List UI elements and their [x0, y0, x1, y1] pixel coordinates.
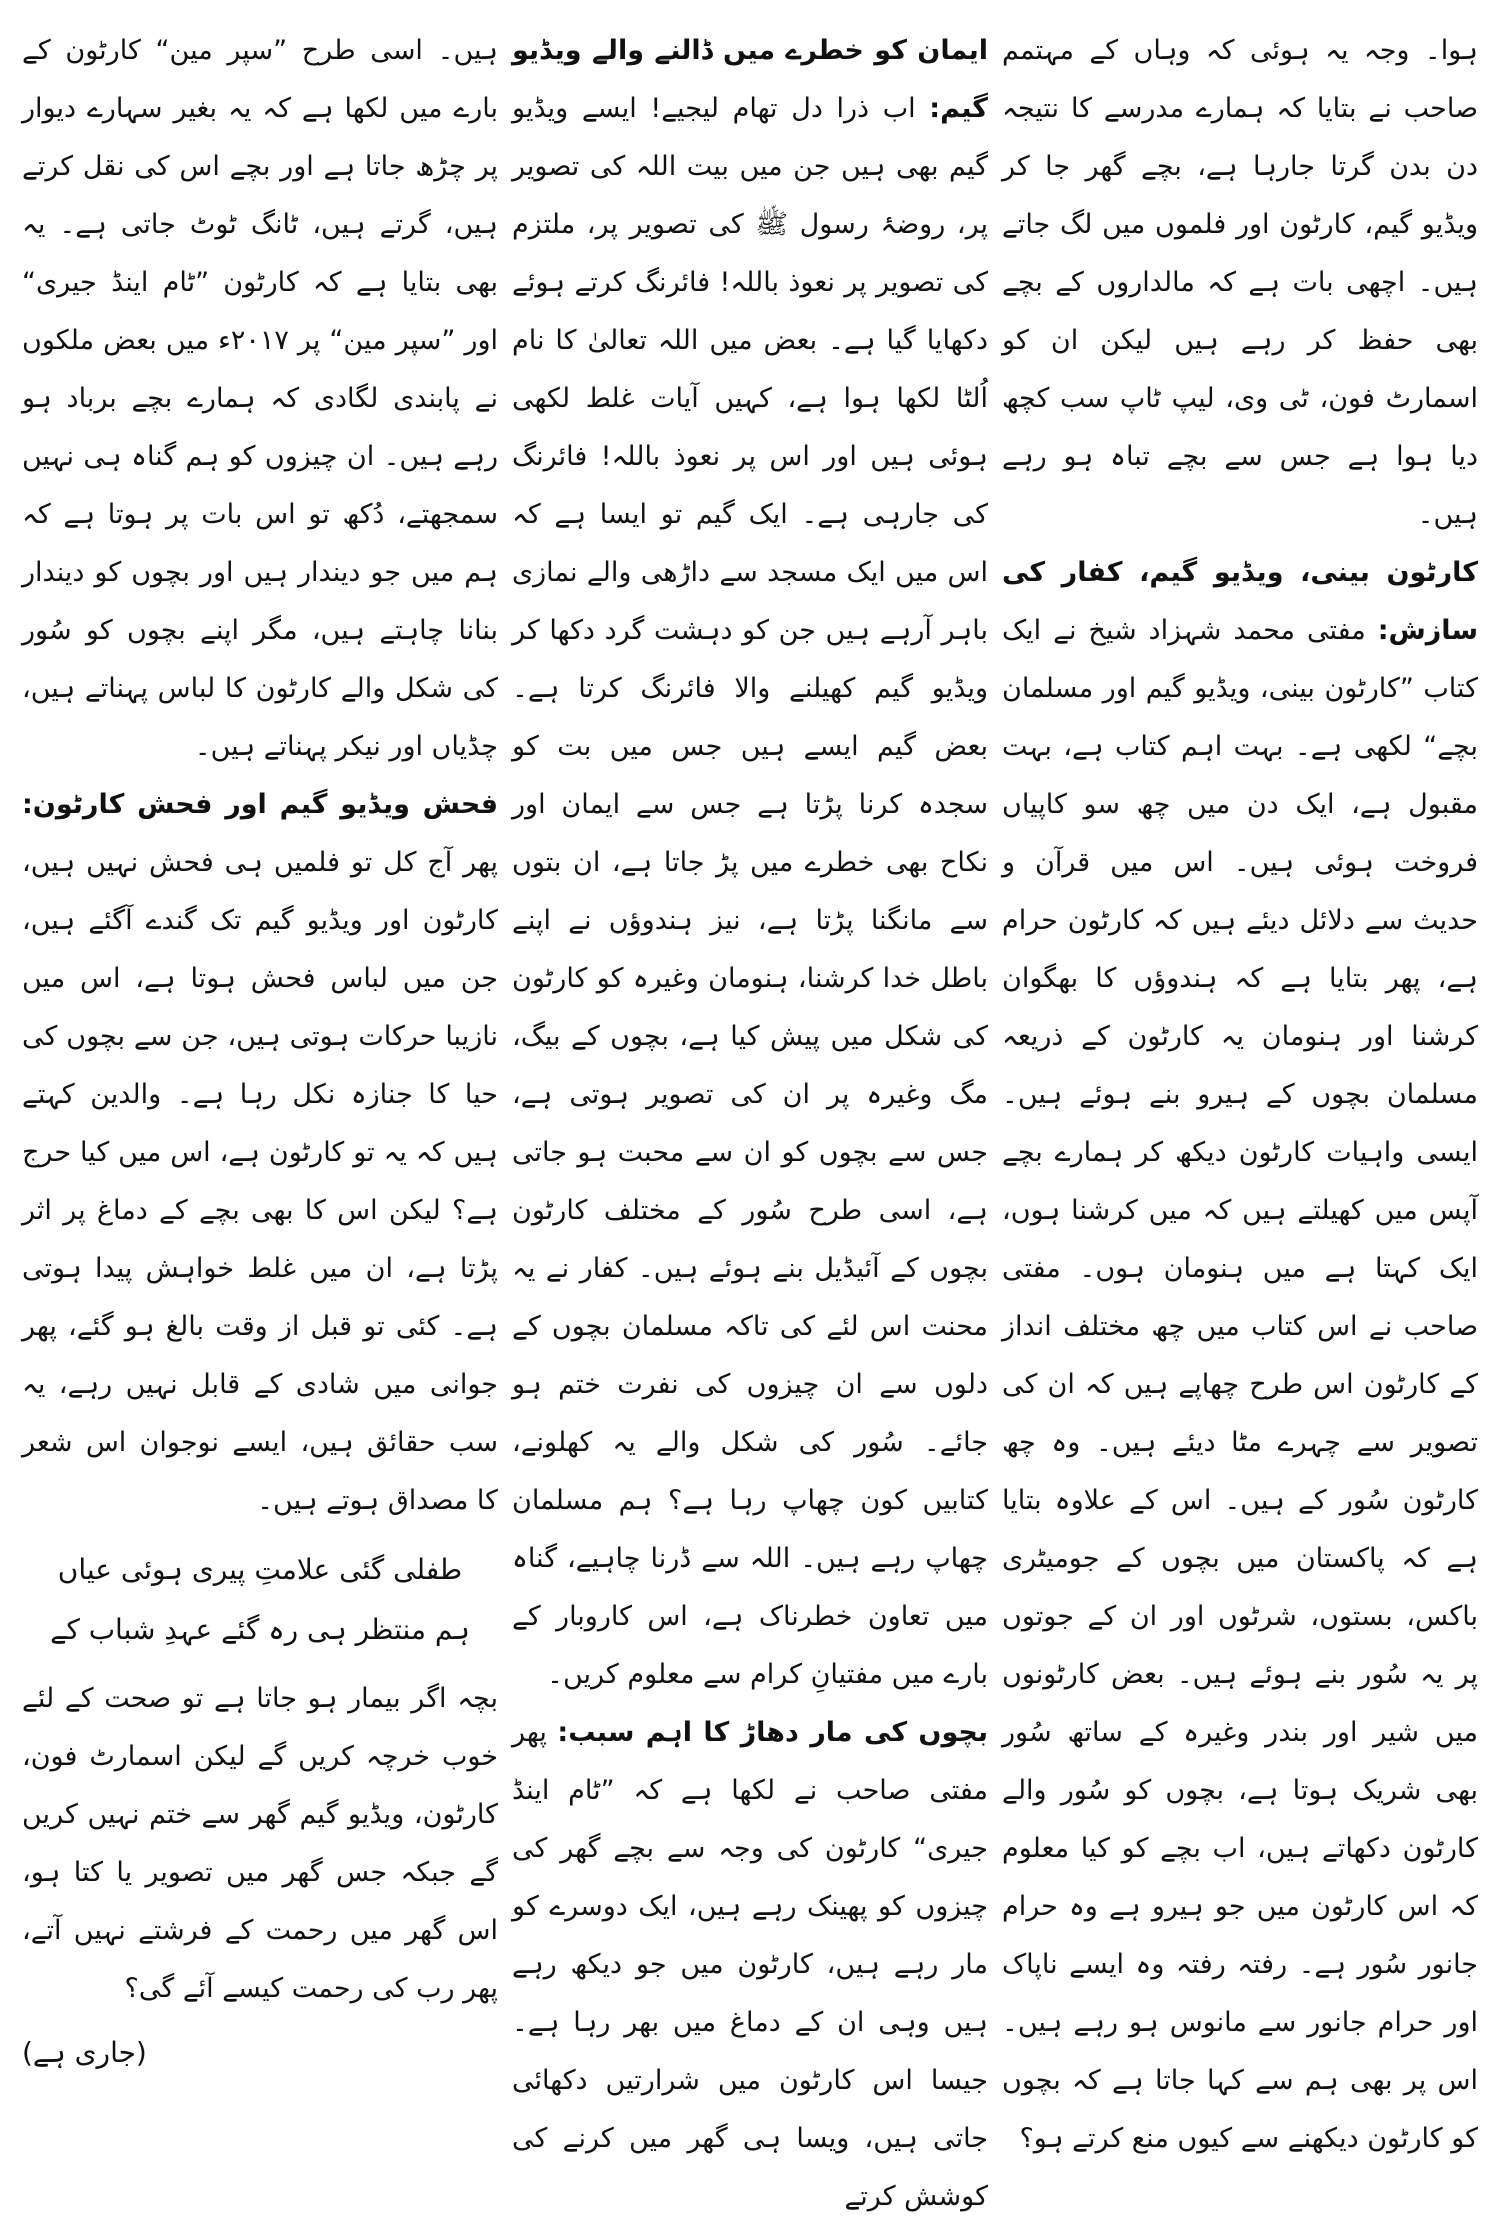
paragraph: ہوا۔ وجہ یہ ہوئی کہ وہاں کے مہتمم صاحب نے بتایا کہ ہمارے مدرسے کا نتیجہ دن بدن گرتا جارہا ہے، بچے گھر جا کر ویڈیو گیم، کارٹون اور فلموں میں لگ جاتے ہیں۔ اچھی بات ہے کہ مالداروں کے بچے بھی حفظ کر رہے ہیں لیکن ان کو اسمارٹ فون، ٹی وی، لیپ ٹاپ سب کچھ دیا ہوا ہے جس سے بچے تباہ ہو رہے ہیں۔	[1002, 35, 1478, 530]
section-heading: فحش ویڈیو گیم اور فحش کارٹون:	[22, 789, 498, 820]
section-heading: بچوں کی مار دھاڑ کا اہم سبب:	[557, 1717, 988, 1748]
verse-line: ہم منتظر ہی رہ گئے عہدِ شباب کے	[50, 1613, 470, 1646]
paragraph	[512, 1704, 988, 2226]
paragraph-text: اب ذرا دل تھام لیجیے! ایسے ویڈیو گیم بھی ہیں جن میں بیت اللہ کی تصویر پر، روضۂ رسول ﷺ کی تصویر پر، ملتزم کی تصویر پر نعوذ باللہ! فائرنگ کرتے ہوئے دکھایا گیا ہے۔ بعض میں اللہ تعالیٰ کا نام اُلٹا لکھا ہوا ہے، کہیں آیات غلط لکھی ہوئی ہیں اور اس پر نعوذ باللہ! فائرنگ کی جارہی ہے۔ ایک گیم تو ایسا ہے کہ اس میں ایک مسجد سے داڑھی والے نمازی باہر آرہے ہیں جن کو دہشت گرد دکھا کر ویڈیو گیم کھیلنے والا فائرنگ کرتا ہے۔ بعض گیم ایسے ہیں جس میں بت کو سجدہ کرنا پڑتا ہے جس سے ایمان اور نکاح بھی خطرے میں پڑ جاتا ہے، ان بتوں سے مانگنا پڑتا ہے، نیز ہندوؤں نے اپنے باطل خدا کرشنا، ہنومان وغیرہ کو کارٹون کی شکل میں پیش کیا ہے، بچوں کے بیگ، مگ وغیرہ پر ان کی تصویر ہوتی ہے، جس سے بچوں کو ان سے محبت ہو جاتی ہے، اسی طرح سُور کے مختلف کارٹون بچوں کے آئیڈیل بنے ہوئے ہیں۔ کفار نے یہ محنت اس لئے کی تاکہ مسلمان بچوں کے دلوں سے ان چیزوں کی نفرت ختم ہو جائے۔ سُور کی شکل والے یہ کھلونے، کتابیں کون چھاپ رہا ہے؟ ہم مسلمان چھاپ رہے ہیں۔ اللہ سے ڈرنا چاہیے، گناہ میں تعاون خطرناک ہے، اس کاروبار کے بارے میں مفتیانِ کرام سے معلوم کریں۔	[512, 93, 989, 1690]
column-right	[1002, 22, 1478, 2190]
continued-note: (جاری ہے)	[22, 2036, 147, 2069]
paragraph: بچہ اگر بیمار ہو جاتا ہے تو صحت کے لئے خوب خرچہ کریں گے لیکن اسمارٹ فون، کارٹون، ویڈیو گیم گھر سے ختم نہیں کریں گے جبکہ جس گھر میں تصویر یا کتا ہو، اس گھر میں رحمت کے فرشتے نہیں آتے، پھر رب کی رحمت کیسے آئے گی؟	[22, 1683, 498, 2004]
paragraph	[512, 22, 988, 1704]
paragraph: ہیں۔ اسی طرح ”سپر مین“ کارٹون کے بارے میں لکھا ہے کہ یہ بغیر سہارے دیوار پر چڑھ جاتا ہے اور بچے اس کی نقل کرتے ہیں، گرتے ہیں، ٹانگ ٹوٹ جاتی ہے۔ یہ بھی بتایا ہے کہ کارٹون ”ٹام اینڈ جیری“ اور ”سپر مین“ پر ۲۰۱۷ء میں بعض ملکوں نے پابندی لگادی کہ ہمارے بچے برباد ہو رہے ہیں۔ ان چیزوں کو ہم گناہ ہی نہیں سمجھتے، دُکھ تو اس بات پر ہوتا ہے کہ ہم میں جو دیندار ہیں اور بچوں کو دیندار بنانا چاہتے ہیں، مگر اپنے بچوں کو سُور کی شکل والے کارٹون کا لباس پہناتے ہیں، چڈیاں اور نیکر پہناتے ہیں۔	[22, 35, 498, 762]
paragraph-text: پھر مفتی صاحب نے لکھا ہے کہ ”ٹام اینڈ جیری“ کارٹون کی وجہ سے بچے گھر کی چیزوں کو پھینک رہے ہیں، ایک دوسرے کو مار رہے ہیں، کارٹون میں جو دیکھ رہے ہیں وہی ان کے دماغ میں بھر رہا ہے۔ جیسا اس کارٹون میں شرارتیں دکھائی جاتی ہیں، ویسا ہی گھر میں کرنے کی کوشش کرتے	[512, 1717, 988, 2212]
column-middle	[512, 22, 989, 2212]
paragraph-text: مفتی محمد شہزاد شیخ نے ایک کتاب ”کارٹون بینی، ویڈیو گیم اور مسلمان بچے“ لکھی ہے۔ بہت اہم کتاب ہے، بہت مقبول ہے، ایک دن میں چھ سو کاپیاں فروخت ہوئی ہیں۔ اس میں قرآن و حدیث سے دلائل دیئے ہیں کہ کارٹون حرام ہے، پھر بتایا ہے کہ ہندوؤں کا بھگوان کرشنا اور ہنومان یہ کارٹون کے ذریعہ مسلمان بچوں کے ہیرو بنے ہوئے ہیں۔ ایسی واہیات کارٹون دیکھ کر ہمارے بچے آپس میں کھیلتے ہیں کہ میں کرشنا ہوں، ایک کہتا ہے میں ہنومان ہوں۔ مفتی صاحب نے اس کتاب میں چھ مختلف انداز کے کارٹون اس طرح چھاپے ہیں کہ ان کی تصویر سے چہرے مٹا دیئے ہیں۔ وہ چھ کارٹون سُور کے ہیں۔ اس کے علاوہ بتایا ہے کہ پاکستان میں بچوں کے جومیٹری باکس، بستوں، شرٹوں اور ان کے جوتوں پر یہ سُور بنے ہوئے ہیں۔ بعض کارٹونوں میں شیر اور بندر وغیرہ کے ساتھ سُور بھی شریک ہوتا ہے، بچوں کو سُور والے کارٹون دکھاتے ہیں، اب بچے کو کیا معلوم کہ اس کارٹون میں جو ہیرو ہے وہ حرام جانور سُور ہے۔ رفتہ رفتہ وہ ایسے ناپاک اور حرام جانور سے مانوس ہو رہے ہیں۔ اس پر بھی ہم سے کہا جاتا ہے کہ بچوں کو کارٹون دیکھنے سے کیوں منع کرتے ہو؟	[1002, 615, 1478, 2154]
verse-line: طفلی گئی علامتِ پیری ہوئی عیاں	[57, 1553, 463, 1586]
verse-couplet	[22, 1540, 498, 1660]
paragraph	[22, 776, 498, 1530]
section-heading: کارٹون بینی، ویڈیو گیم، کفار کی سازش:	[1002, 557, 1478, 646]
column-left	[22, 22, 498, 2190]
section-heading: ایمان کو خطرے میں ڈالنے والے ویڈیو گیم:	[512, 35, 988, 124]
paragraph-text: پھر آج کل تو فلمیں ہی فحش نہیں ہیں، کارٹون اور ویڈیو گیم تک گندے آگئے ہیں، جن میں لباس فحش ہوتا ہے، اس میں نازیبا حرکات ہوتی ہیں، جن سے بچوں کی حیا کا جنازہ نکل رہا ہے۔ والدین کہتے ہیں کہ یہ تو کارٹون ہے، اس میں کیا حرج ہے؟ لیکن اس کا بھی بچے کے دماغ پر اثر پڑتا ہے، ان میں غلط خواہش پیدا ہوتی ہے۔ کئی تو قبل از وقت بالغ ہو گئے، پھر جوانی میں شادی کے قابل نہیں رہے، یہ سب حقائق ہیں، ایسے نوجوان اس شعر کا مصداق ہوتے ہیں۔	[22, 847, 498, 1516]
paragraph	[1002, 544, 1478, 2168]
